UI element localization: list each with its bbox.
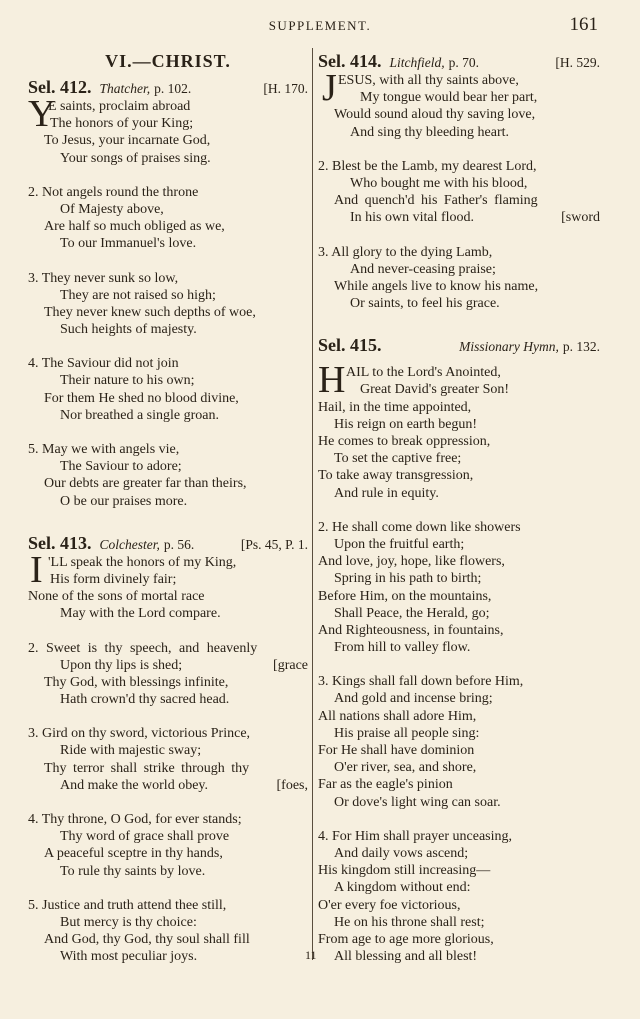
verse-line: 3. All glory to the dying Lamb, [318, 244, 493, 260]
verse-line: Thy God, with blessings infinite, [44, 674, 229, 690]
verse-line: To set the captive free; [334, 451, 462, 467]
verse-line: And never-ceasing praise; [350, 261, 496, 277]
tune-name: Colchester, [99, 536, 160, 552]
verse-line: E saints, proclaim abroad [48, 99, 191, 114]
hymn-412-stanza-5 [28, 441, 308, 510]
drop-cap: J [322, 67, 337, 109]
verse-line: Or saints, to feel his grace. [350, 296, 500, 312]
verse-line: Before Him, on the mountains, [318, 588, 492, 604]
verse-line: Thy terror shall strike through thy [44, 760, 250, 776]
hymn-413-stanza-3 [28, 725, 308, 794]
verse-line: Or dove's light wing can soar. [334, 794, 501, 810]
verse-line: 4. For Him shall prayer unceasing, [318, 828, 513, 844]
hymn-reference: [Ps. 45, P. 1. [240, 536, 308, 552]
verse-line: From hill to valley flow. [334, 640, 471, 656]
verse-line: Who bought me with his blood, [350, 175, 528, 191]
verse-line [318, 209, 600, 226]
verse-line: Upon the fruitful earth; [334, 536, 465, 552]
verse-line: All nations shall adore Him, [318, 708, 477, 724]
verse-line: And God, thy God, thy soul shall fill [44, 932, 250, 948]
verse-line: His form divinely fair; [50, 571, 177, 587]
verse-line: My tongue would bear her part, [360, 90, 538, 106]
hymn-number: Sel. 414. [318, 51, 382, 71]
turnover: [grace [273, 657, 308, 673]
verse-line: To our Immanuel's love. [60, 236, 197, 252]
hymn-412-stanza-4 [28, 355, 308, 424]
verse-line: Thy word of grace shall prove [60, 829, 230, 845]
verse-line: O be our praises more. [60, 493, 188, 509]
drop-cap: I [30, 548, 43, 591]
hymn-number: Sel. 415. [318, 335, 382, 356]
drop-cap: Y [28, 93, 56, 135]
verse-line: 2. Sweet is thy speech, and heavenly [28, 640, 258, 656]
verse-line: May with the Lord compare. [60, 606, 221, 622]
verse-line: Would sound aloud thy saving love, [334, 107, 536, 123]
verse-line: The Saviour to adore; [60, 459, 182, 475]
verse-line: They never knew such depths of woe, [44, 304, 256, 320]
verse-line: And daily vows ascend; [334, 845, 469, 861]
verse-line: And Righteousness, in fountains, [318, 622, 504, 638]
verse-line: With most peculiar joys. [60, 949, 198, 965]
verse-line: And gold and incense bring; [334, 691, 493, 707]
verse-line: Nor breathed a single groan. [60, 407, 219, 423]
tune-page: p. 132. [562, 339, 600, 355]
verse-line [28, 777, 308, 794]
verse-line: But mercy is thy choice: [60, 914, 197, 930]
verse-line: The honors of your King; [50, 116, 194, 132]
verse-line: For He shall have dominion [318, 743, 475, 758]
verse-line: AIL to the Lord's Anointed, [346, 365, 501, 381]
verse-line: 2. Blest be the Lamb, my dearest Lord, [318, 158, 537, 174]
turnover: [foes, [276, 777, 308, 793]
tune-name: Litchfield, [389, 55, 445, 70]
tune-name: Thatcher, [99, 81, 151, 96]
verse-line: His praise all people sing: [334, 725, 480, 741]
verse-line: 3. Kings shall fall down before Him, [318, 674, 524, 690]
tune-page: p. 56. [163, 536, 195, 552]
hymn-412-stanza-1 [28, 93, 308, 167]
verse-line: And quench'd his Father's flaming [334, 193, 538, 209]
verse-text: And make the world obey. [60, 777, 208, 793]
verse-line: Spring in his path to birth; [334, 571, 482, 587]
verse-line: To take away transgression, [318, 468, 474, 484]
verse-line: O'er every foe victorious, [318, 897, 461, 913]
verse-line: Hath crown'd thy sacred head. [60, 692, 230, 708]
hymn-number: Sel. 413. [28, 532, 92, 553]
hymn-415-stanza-3 [318, 673, 600, 811]
hymn-415-stanza-1 [318, 359, 600, 502]
hymn-415-heading [318, 334, 600, 356]
hymn-reference: [H. 529. [555, 55, 600, 70]
verse-text: In his own vital flood. [350, 210, 475, 226]
verse-line: Great David's greater Son! [360, 382, 510, 398]
turnover: [sword [561, 210, 600, 226]
hymn-415-stanza-4 [318, 828, 600, 966]
verse-line: And sing thy bleeding heart. [350, 124, 510, 140]
left-column [28, 50, 308, 966]
hymn-413-stanza-4 [28, 811, 308, 880]
verse-line: For them He shed no blood divine, [44, 390, 239, 406]
verse-line: 3. They never sunk so low, [28, 270, 179, 286]
verse-line: 3. Gird on thy sword, victorious Prince, [28, 726, 251, 742]
verse-line: He comes to break oppression, [318, 434, 491, 449]
hymn-412-stanza-2 [28, 184, 308, 253]
hymn-414-stanza-1 [318, 67, 600, 141]
verse-line: ESUS, with all thy saints above, [338, 73, 519, 88]
verse-line: Their nature to his own; [60, 373, 195, 389]
verse-text: Upon thy lips is shed; [60, 657, 183, 673]
verse-line: While angels live to know his name, [334, 278, 539, 294]
column-divider [312, 48, 313, 960]
verse-line: They are not raised so high; [60, 287, 216, 303]
page-number: 161 [569, 14, 598, 35]
tune-name: Missionary Hymn, [459, 339, 559, 355]
verse-line: 5. Justice and truth attend thee still, [28, 897, 227, 913]
verse-line: To Jesus, your incarnate God, [44, 133, 211, 149]
verse-line: All blessing and all blest! [334, 949, 478, 965]
hymn-413-stanza-5 [28, 897, 308, 966]
verse-line: Far as the eagle's pinion [318, 777, 453, 793]
verse-line: Are half so much obliged as we, [44, 219, 225, 235]
hymn-413-stanza-1 [28, 548, 308, 623]
verse-line: From age to age more glorious, [318, 931, 494, 947]
hymn-number: Sel. 412. [28, 77, 92, 97]
verse-line: Our debts are greater far than theirs, [44, 476, 247, 492]
hymn-reference: [H. 170. [263, 81, 308, 96]
verse-line: 4. Thy throne, O God, for ever stands; [28, 812, 242, 827]
hymn-412-heading [28, 76, 308, 98]
verse-line: Hail, in the time appointed, [318, 399, 472, 415]
page-header [0, 14, 640, 38]
verse-line: Such heights of majesty. [60, 322, 197, 338]
verse-line: 4. The Saviour did not join [28, 356, 179, 372]
verse-line: To rule thy saints by love. [60, 863, 206, 879]
verse-line: Shall Peace, the Herald, go; [334, 605, 490, 621]
section-title: VI.—CHRIST. [105, 51, 231, 71]
verse-line: Of Majesty above, [60, 201, 164, 217]
verse-line: A kingdom without end: [334, 880, 471, 896]
verse-line: His reign on earth begun! [334, 416, 478, 432]
verse-line: O'er river, sea, and shore, [334, 760, 477, 776]
tune-page: p. 102. [154, 81, 192, 96]
tune-page: p. 70. [448, 55, 480, 70]
hymn-413-stanza-2 [28, 640, 308, 709]
verse-line: He on his throne shall rest; [334, 914, 485, 930]
signature-mark: 11 [305, 948, 317, 962]
verse-line: Ride with majestic sway; [60, 743, 202, 759]
hymn-414-stanza-3 [318, 244, 600, 313]
verse-line [28, 657, 308, 674]
verse-line: And rule in equity. [334, 485, 439, 501]
verse-line: None of the sons of mortal race [28, 589, 205, 605]
verse-line: A peaceful sceptre in thy hands, [44, 846, 223, 862]
verse-line: 5. May we with angels vie, [28, 442, 180, 457]
right-column [318, 50, 600, 965]
verse-line: 'LL speak the honors of my King, [48, 554, 237, 570]
drop-cap: H [318, 359, 346, 402]
verse-line: 2. Not angels round the throne [28, 184, 199, 200]
hymn-412-stanza-3 [28, 270, 308, 339]
hymn-413-heading [28, 532, 308, 554]
running-title: SUPPLEMENT. [268, 18, 372, 33]
hymn-415-stanza-2 [318, 519, 600, 657]
hymn-414-heading [318, 50, 600, 72]
verse-line: Your songs of praises sing. [60, 150, 211, 166]
verse-line: 2. He shall come down like showers [318, 519, 521, 535]
verse-line: His kingdom still increasing— [318, 863, 491, 879]
hymn-414-stanza-2 [318, 158, 600, 227]
verse-line: And love, joy, hope, like flowers, [318, 554, 505, 570]
